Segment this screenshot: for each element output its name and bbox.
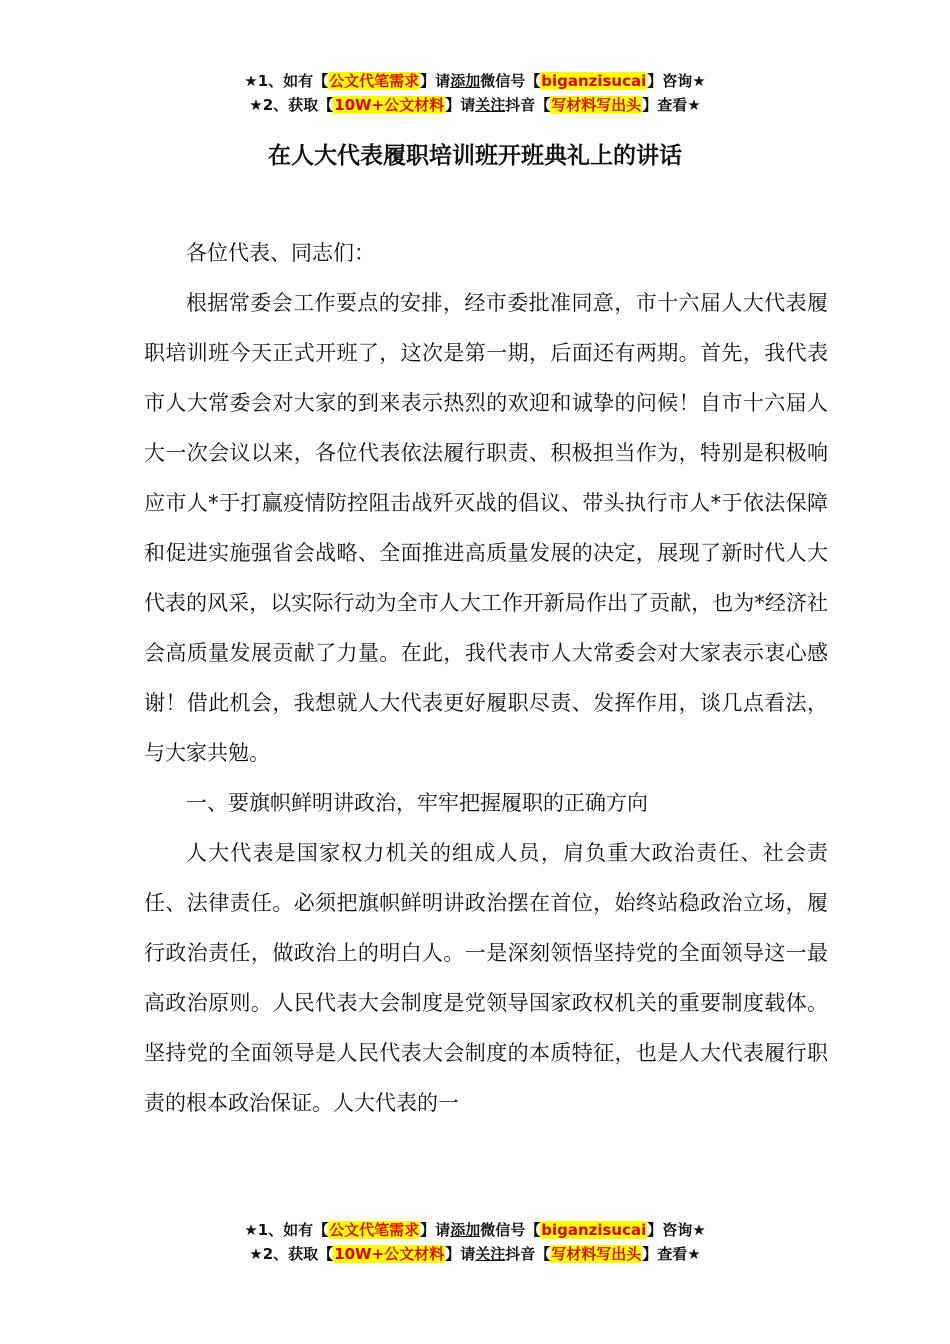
banner-text: 】查看★ xyxy=(642,96,701,114)
banner-text: ★2、获取【 xyxy=(249,96,334,114)
banner-line-2 xyxy=(0,93,950,117)
footer-banner xyxy=(0,1218,950,1266)
banner-highlight: 写材料写出头 xyxy=(551,96,642,114)
section-heading-1: 一、要旗帜鲜明讲政治，牢牢把握履职的正确方向 xyxy=(186,791,648,815)
banner-underline: 关注 xyxy=(475,1245,506,1263)
banner-highlight: 写材料写出头 xyxy=(551,1245,642,1263)
paragraph-opening: 根据常委会工作要点的安排，经市委批准同意，市十六届人大代表履职培训班今天正式开班了，这次是第一期，后面还有两期。首先，我代表市人大常委会对大家的到来表示热烈的欢迎和诚挚的问候！自市十六届人大一次会议以来，各位代表依法履行职责、积极担当作为，特别是积极响应市人*于打赢疫情防控阻击战歼灭战的倡议、带头执行市人*于依法保障和促进实施强省会战略、全面推进高质量发展的决定，展现了新时代人大代表的风采，以实际行动为全市人大工作开新局作出了贡献，也为*经济社会高质量发展贡献了力量。在此，我代表市人大常委会对大家表示衷心感谢！借此机会，我想就人大代表更好履职尽责、发挥作用，谈几点看法，与大家共勉。 xyxy=(144,291,828,765)
banner-text: ★1、如有【 xyxy=(244,72,329,90)
banner-text: 微信号【 xyxy=(480,1221,541,1239)
banner-text: 】请 xyxy=(445,1245,476,1263)
document-title: 在人大代表履职培训班开班典礼上的讲话 xyxy=(268,143,682,169)
salutation: 各位代表、同志们： xyxy=(186,241,375,265)
banner-text: ★1、如有【 xyxy=(244,1221,329,1239)
banner-underline: 添加 xyxy=(450,1221,481,1239)
paragraph-section-1: 人大代表是国家权力机关的组成人员，肩负重大政治责任、社会责任、法律责任。必须把旗帜鲜明讲政治摆在首位，始终站稳政治立场，履行政治责任，做政治上的明白人。一是深刻领悟坚持党的全面领导这一最高政治原则。人民代表大会制度是党领导国家政权机关的重要制度载体。坚持党的全面领导是人民代表大会制度的本质特征，也是人大代表履行职责的根本政治保证。人大代表的一 xyxy=(144,841,828,1115)
banner-line-1 xyxy=(0,69,950,93)
banner-underline: 添加 xyxy=(450,72,481,90)
banner-text: 微信号【 xyxy=(480,72,541,90)
banner-text: 】咨询★ xyxy=(647,1221,706,1239)
banner-line-2 xyxy=(0,1242,950,1266)
banner-text: 】请 xyxy=(445,96,476,114)
banner-highlight: 10W+公文材料 xyxy=(334,1245,445,1263)
banner-highlight: biganzisucai xyxy=(541,72,647,90)
header-banner xyxy=(0,69,950,117)
banner-highlight: 公文代笔需求 xyxy=(329,72,420,90)
banner-highlight: biganzisucai xyxy=(541,1221,647,1239)
banner-text: 抖音【 xyxy=(505,96,551,114)
banner-text: 抖音【 xyxy=(505,1245,551,1263)
banner-text: ★2、获取【 xyxy=(249,1245,334,1263)
banner-underline: 关注 xyxy=(475,96,506,114)
banner-text: 】请 xyxy=(420,1221,451,1239)
banner-highlight: 10W+公文材料 xyxy=(334,96,445,114)
document-body xyxy=(144,228,828,1128)
banner-text: 】请 xyxy=(420,72,451,90)
banner-highlight: 公文代笔需求 xyxy=(329,1221,420,1239)
banner-line-1 xyxy=(0,1218,950,1242)
banner-text: 】查看★ xyxy=(642,1245,701,1263)
banner-text: 】咨询★ xyxy=(647,72,706,90)
